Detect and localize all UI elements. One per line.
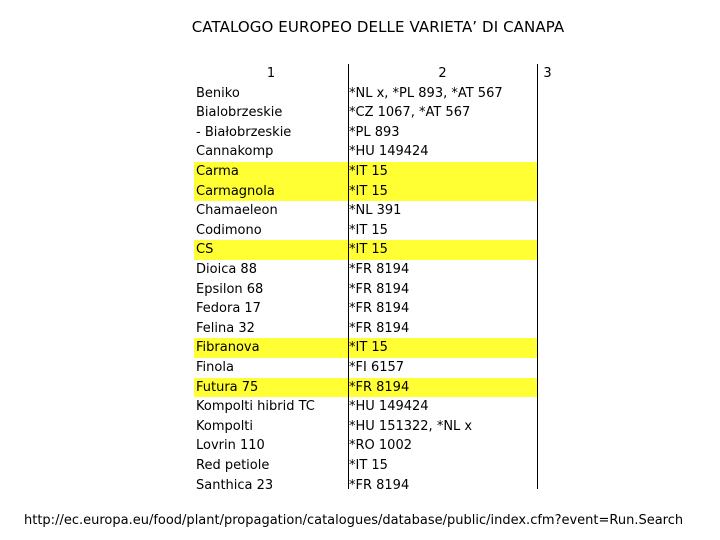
variety-name: Epsilon 68 xyxy=(196,281,264,297)
catalogue-code: *HU 151322, *NL x xyxy=(349,418,473,434)
table-row xyxy=(194,84,558,104)
variety-name: Santhica 23 xyxy=(196,477,274,493)
catalogue-code: *IT 15 xyxy=(349,222,388,238)
variety-name: Chamaeleon xyxy=(196,203,278,219)
column-header-3: 3 xyxy=(543,66,552,81)
variety-name: Red petiole xyxy=(196,458,270,473)
catalogue-code: *IT 15 xyxy=(349,164,388,179)
table-row xyxy=(194,397,558,417)
catalogue-code: *FR 8194 xyxy=(349,477,410,493)
column-header-2: 2 xyxy=(438,66,447,81)
column-3-cell xyxy=(537,182,558,202)
variety-name: Cannakomp xyxy=(196,144,274,160)
variety-name: Dioica 88 xyxy=(196,262,257,277)
variety-name: Finola xyxy=(196,360,234,375)
variety-name: Beniko xyxy=(196,85,240,101)
column-divider-1 xyxy=(348,64,349,489)
source-url[interactable]: http://ec.europa.eu/food/plant/propagation/catalogues/database/public/index.cfm?event=Run.Search xyxy=(24,513,684,528)
catalogue-code: *FR 8194 xyxy=(349,281,410,297)
variety-name: Codimono xyxy=(196,222,262,238)
table-row xyxy=(194,182,558,202)
variety-name: CS xyxy=(196,242,214,258)
table-row xyxy=(194,142,558,162)
table-row xyxy=(194,456,558,476)
table-row xyxy=(194,319,558,339)
column-3-cell xyxy=(537,162,558,182)
table-row xyxy=(194,358,558,378)
catalogue-code: *FI 6157 xyxy=(349,360,405,375)
variety-name: Felina 32 xyxy=(196,320,255,336)
catalogue-code: *FR 8194 xyxy=(349,262,410,277)
variety-name: Futura 75 xyxy=(196,379,259,395)
variety-name: Carmagnola xyxy=(196,183,275,199)
variety-name: Kompolti xyxy=(196,418,254,434)
table-row xyxy=(194,201,558,221)
catalogue-code: *FR 8194 xyxy=(349,379,410,395)
column-header-1: 1 xyxy=(266,66,276,81)
variety-name: Fedora 17 xyxy=(196,301,261,317)
catalogue-code: *CZ 1067, *AT 567 xyxy=(349,105,471,121)
catalogue-code: *HU 149424 xyxy=(349,144,429,160)
table-row xyxy=(194,436,558,456)
catalogue-code: *IT 15 xyxy=(349,242,388,258)
variety-name: Lovrin 110 xyxy=(196,438,265,454)
column-3-cell xyxy=(537,240,558,260)
catalogue-code: *IT 15 xyxy=(349,340,388,356)
catalogue-code: *FR 8194 xyxy=(349,301,410,317)
catalogue-code: *PL 893 xyxy=(349,124,400,140)
catalogue-code: *RO 1002 xyxy=(349,438,412,454)
catalogue-code: *IT 15 xyxy=(349,458,388,473)
variety-name: Kompolti hibrid TC xyxy=(196,399,315,415)
variety-name: Carma xyxy=(196,164,239,179)
table-row xyxy=(194,280,558,300)
table-row xyxy=(194,221,558,241)
catalogue-code: *NL x, *PL 893, *AT 567 xyxy=(349,85,503,101)
table-row xyxy=(194,123,558,143)
table-row xyxy=(194,299,558,319)
variety-name: - Białobrzeskie xyxy=(196,124,292,140)
variety-name: Bialobrzeskie xyxy=(196,105,283,121)
column-3-cell xyxy=(537,378,558,398)
table-row xyxy=(194,103,558,123)
catalogue-code: *HU 149424 xyxy=(349,399,429,415)
catalogue-code: *IT 15 xyxy=(349,183,388,199)
variety-name: Fibranova xyxy=(196,340,260,356)
column-3-cell xyxy=(537,338,558,358)
table-row xyxy=(194,476,558,496)
table-row xyxy=(194,378,558,398)
catalogue-code: *FR 8194 xyxy=(349,320,410,336)
column-divider-2 xyxy=(537,64,538,489)
table-row xyxy=(194,162,558,182)
table-row xyxy=(194,338,558,358)
document-title: CATALOGO EUROPEO DELLE VARIETA’ DI CANAPA xyxy=(191,18,565,36)
table-row xyxy=(194,417,558,437)
table-row xyxy=(194,260,558,280)
catalogue-code: *NL 391 xyxy=(349,203,402,219)
table-row xyxy=(194,240,558,260)
variety-table xyxy=(194,64,558,493)
